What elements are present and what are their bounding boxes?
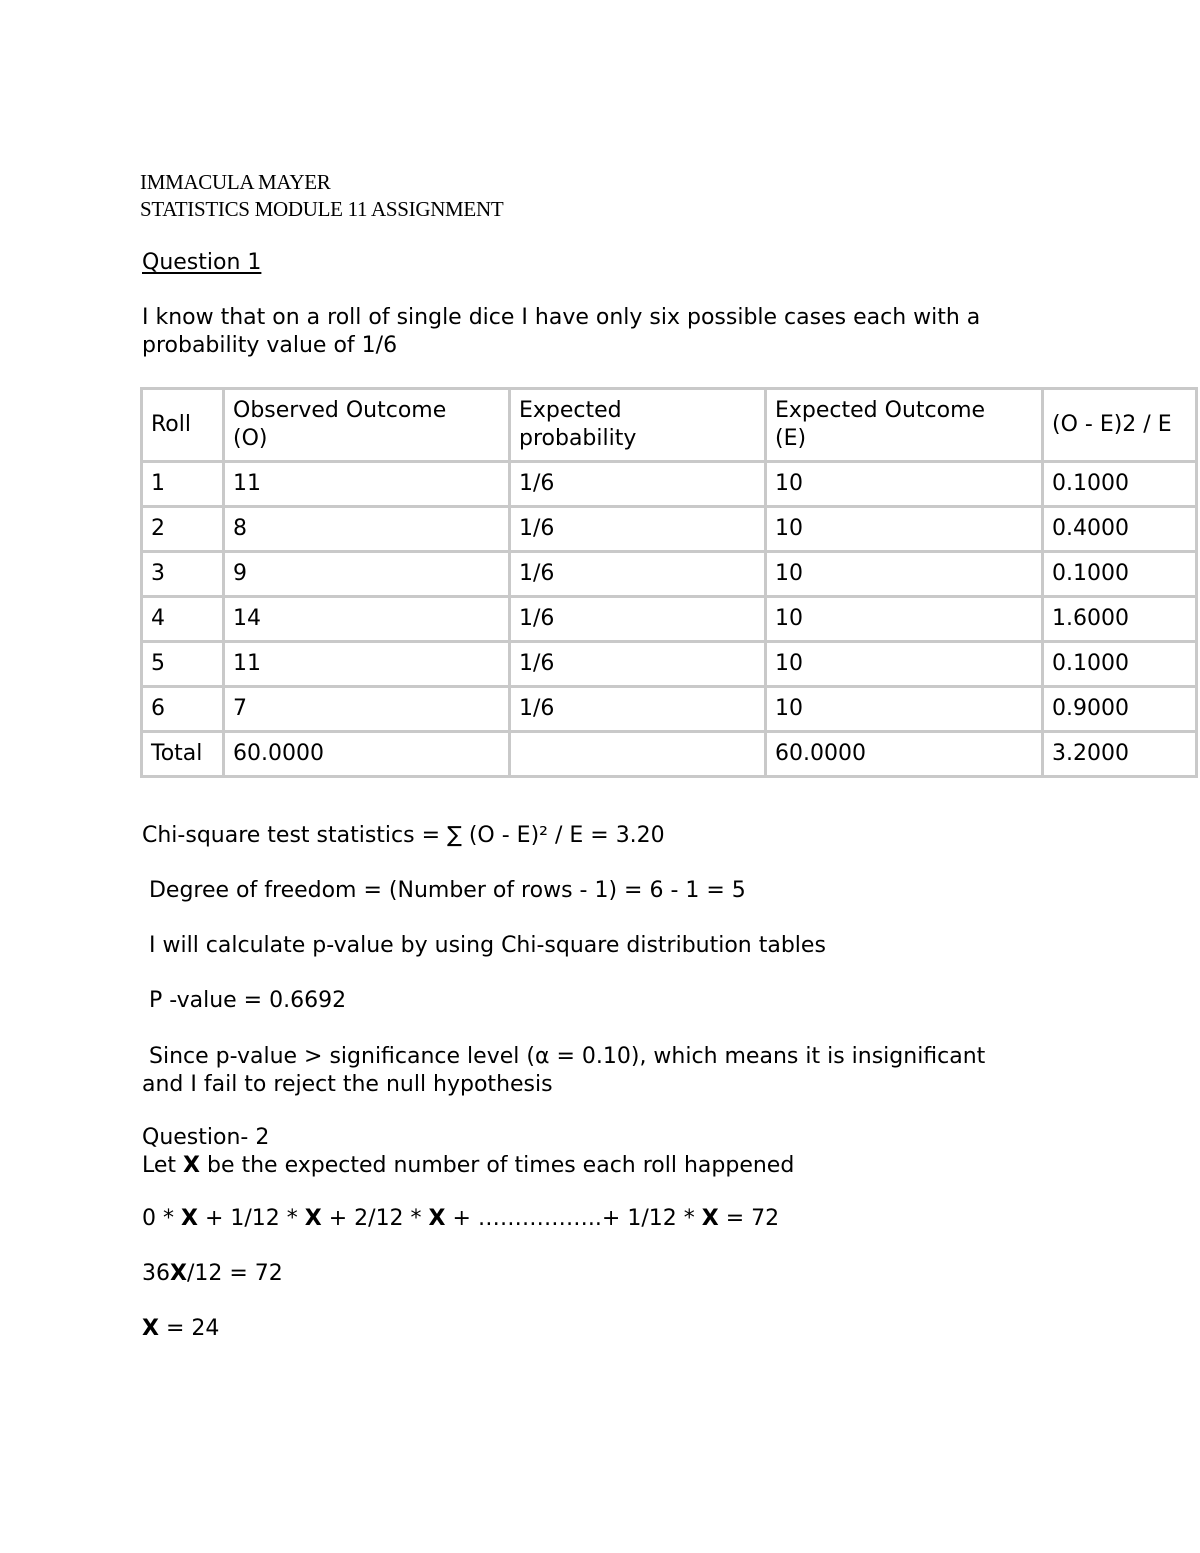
intro-line-2: probability value of 1/6 (142, 333, 398, 358)
cell-roll: 2 (142, 507, 224, 552)
cell-total-label: Total (142, 732, 224, 777)
degree-of-freedom: Degree of freedom = (Number of rows - 1) = 6 - 1 = 5 (142, 878, 746, 903)
question-2-definition: Let X be the expected number of times each roll happened (142, 1153, 795, 1178)
cell-expected: 10 (766, 552, 1043, 597)
table-row (142, 552, 1197, 597)
cell-probability: 1/6 (510, 687, 766, 732)
table-header-row (142, 389, 1197, 462)
table-total-row (142, 732, 1197, 777)
equation-solution: X = 24 (142, 1316, 220, 1341)
cell-probability: 1/6 (510, 642, 766, 687)
cell-expected: 10 (766, 597, 1043, 642)
cell-chi: 0.4000 (1043, 507, 1197, 552)
cell-observed: 9 (224, 552, 510, 597)
cell-expected: 10 (766, 507, 1043, 552)
cell-chi: 0.1000 (1043, 552, 1197, 597)
table-row (142, 507, 1197, 552)
header-chi-component: (O - E)2 / E (1043, 389, 1197, 462)
variable-x: X (183, 1153, 200, 1178)
table-row (142, 462, 1197, 507)
pvalue-method: I will calculate p-value by using Chi-square distribution tables (142, 933, 826, 958)
header-expected-probability: Expected probability (510, 389, 766, 462)
assignment-title: STATISTICS MODULE 11 ASSIGNMENT (140, 197, 504, 221)
question-2 (142, 1124, 794, 1180)
cell-observed: 11 (224, 462, 510, 507)
cell-roll: 6 (142, 687, 224, 732)
cell-roll: 1 (142, 462, 224, 507)
table-row (142, 687, 1197, 732)
cell-observed: 11 (224, 642, 510, 687)
cell-expected: 10 (766, 462, 1043, 507)
cell-chi: 0.9000 (1043, 687, 1197, 732)
cell-total-expected: 60.0000 (766, 732, 1043, 777)
cell-probability: 1/6 (510, 507, 766, 552)
table-row (142, 642, 1197, 687)
equation-sum: 0 * X + 1/12 * X + 2/12 * X + ……………..+ 1/12 * X = 72 (142, 1206, 780, 1231)
table-row (142, 597, 1197, 642)
chi-square-table (140, 387, 1198, 778)
cell-roll: 5 (142, 642, 224, 687)
cell-expected: 10 (766, 642, 1043, 687)
header-observed: Observed Outcome (O) (224, 389, 510, 462)
cell-chi: 0.1000 (1043, 642, 1197, 687)
cell-probability: 1/6 (510, 597, 766, 642)
conclusion-line-1: Since p-value > significance level (α = 0.10), which means it is insignificant (142, 1044, 986, 1069)
question-1-heading: Question 1 (142, 250, 262, 275)
question-1-intro (142, 304, 980, 360)
cell-chi: 0.1000 (1043, 462, 1197, 507)
author-name: IMMACULA MAYER (140, 170, 331, 194)
cell-total-observed: 60.0000 (224, 732, 510, 777)
conclusion-line-2: and I fail to reject the null hypothesis (142, 1072, 553, 1097)
cell-chi: 1.6000 (1043, 597, 1197, 642)
cell-roll: 3 (142, 552, 224, 597)
header-expected-outcome: Expected Outcome (E) (766, 389, 1043, 462)
header-roll: Roll (142, 389, 224, 462)
pvalue: P -value = 0.6692 (142, 988, 347, 1013)
cell-observed: 7 (224, 687, 510, 732)
cell-observed: 8 (224, 507, 510, 552)
cell-expected: 10 (766, 687, 1043, 732)
cell-probability: 1/6 (510, 462, 766, 507)
conclusion (142, 1043, 985, 1099)
cell-observed: 14 (224, 597, 510, 642)
intro-line-1: I know that on a roll of single dice I have only six possible cases each with a (142, 305, 981, 330)
cell-total-probability (510, 732, 766, 777)
cell-total-chi: 3.2000 (1043, 732, 1197, 777)
cell-roll: 4 (142, 597, 224, 642)
chi-square-statistic: Chi-square test statistics = ∑ (O - E)² / E = 3.20 (142, 823, 665, 848)
cell-probability: 1/6 (510, 552, 766, 597)
equation-simplified: 36X/12 = 72 (142, 1261, 283, 1286)
question-2-heading: Question- 2 (142, 1125, 270, 1150)
